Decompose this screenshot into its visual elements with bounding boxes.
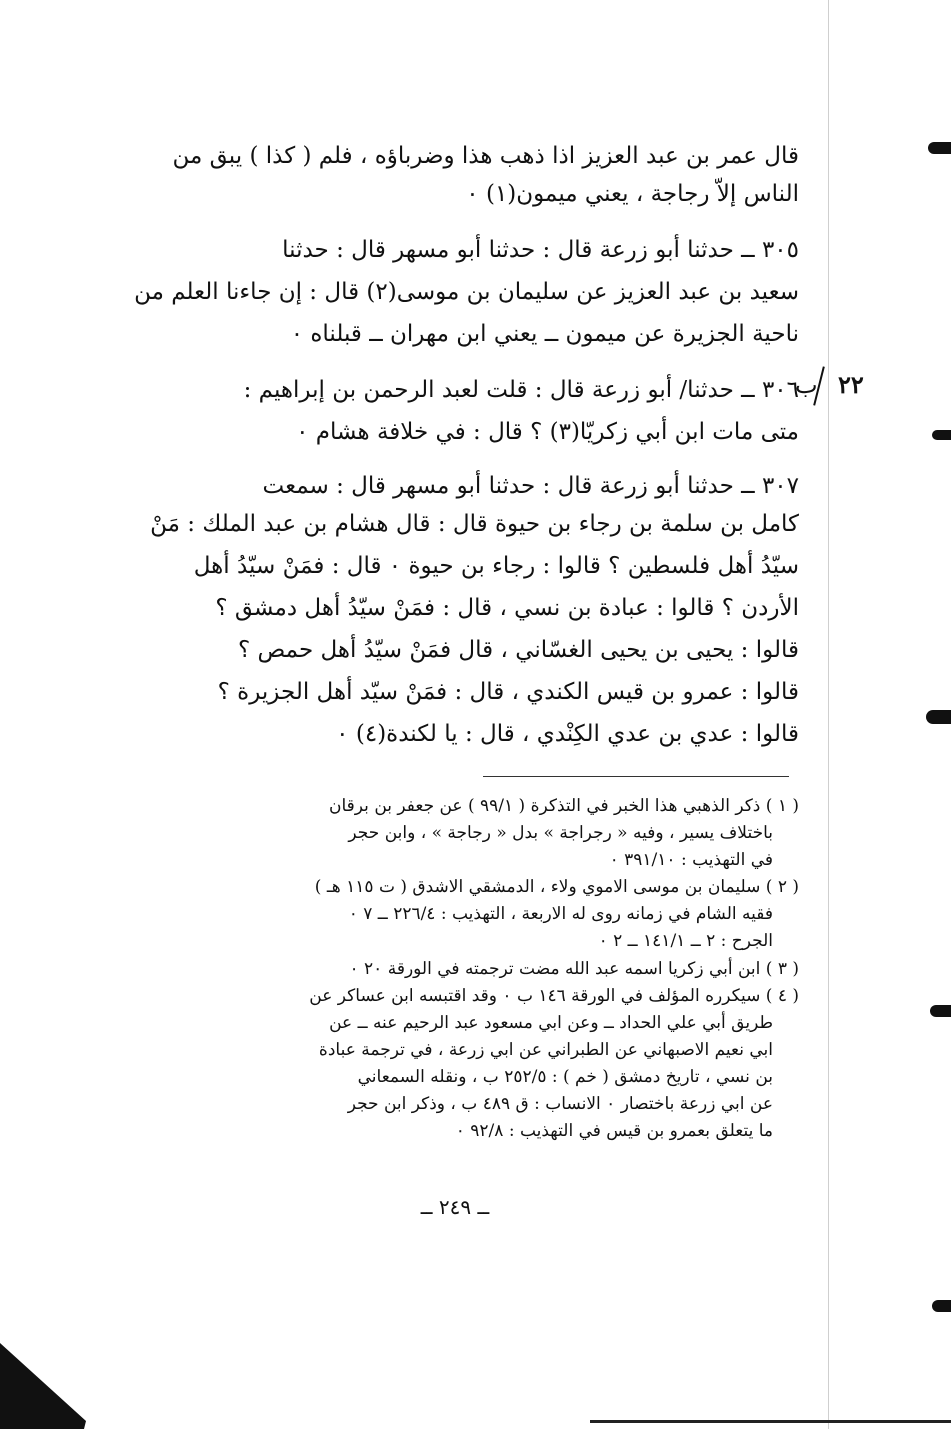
body-line: قالوا : عمرو بن قيس الكندي ، قال : فمَنْ سيّد أهل الجزيرة ؟ (217, 679, 799, 705)
footnote-separator (483, 776, 789, 777)
body-line: متى مات ابن أبي زكريّا(٣) ؟ قال : في خلافة هشام ٠ (296, 419, 799, 445)
margin-folio-number: ٢٢ (838, 370, 864, 399)
scan-edge-mark (928, 142, 951, 154)
body-line: قالوا : عدي بن عدي الكِنْدي ، قال : يا لكندة(٤) ٠ (336, 721, 799, 747)
scan-edge-mark (930, 1005, 951, 1017)
body-line: قال عمر بن عبد العزيز اذا ذهب هذا وضرباؤه ، فلم ( كذا ) يبق من (172, 143, 799, 169)
body-line: كامل بن سلمة بن رجاء بن حيوة قال : قال هشام بن عبد الملك : مَنْ (150, 511, 799, 537)
footnote-line: في التهذيب : ٣٩١/١٠ ٠ (609, 850, 773, 870)
footnote-line: ( ١ ) ذكر الذهبي هذا الخبر في التذكرة ( ٩٩/١ ) عن جعفر بن برقان (329, 796, 799, 816)
scan-edge-mark (932, 1300, 951, 1312)
body-line: الناس إلاّ رجاجة ، يعني ميمون(١) ٠ (466, 181, 799, 207)
footnote-line: ما يتعلق بعمرو بن قيس في التهذيب : ٩٢/٨ ٠ (455, 1121, 773, 1141)
footnote-line: طريق أبي علي الحداد ــ وعن ابي مسعود عبد الرحيم عنه ــ عن (329, 1013, 773, 1033)
margin-folio-side: ب (795, 371, 818, 399)
scan-bottom-edge (590, 1420, 951, 1423)
footnote-line: فقيه الشام في زمانه روى له الاربعة ، التهذيب : ٢٢٦/٤ ــ ٧ ٠ (348, 904, 773, 924)
footnote-line: عن ابي زرعة باختصار ٠ الانساب : ق ٤٨٩ ب ، وذكر ابن حجر (347, 1094, 773, 1114)
footnote-line: ابي نعيم الاصبهاني عن الطبراني عن ابي زرعة ، في ترجمة عبادة (318, 1040, 773, 1060)
scan-edge-mark (926, 710, 951, 724)
body-line: قالوا : يحيى بن يحيى الغسّاني ، قال فمَنْ سيّدُ أهل حمص ؟ (237, 637, 799, 663)
page-number: ــ ٢٤٩ ــ (420, 1195, 490, 1219)
body-line: ٣٠٦ ــ حدثنا/ أبو زرعة قال : قلت لعبد الرحمن بن إبراهيم : (243, 377, 799, 403)
body-line: ناحية الجزيرة عن ميمون ــ يعني ابن مهران ــ قبلناه ٠ (290, 321, 799, 347)
binding-edge-line (828, 0, 829, 1429)
body-line: الأردن ؟ قالوا : عبادة بن نسي ، قال : فمَنْ سيّدُ أهل دمشق ؟ (215, 595, 799, 621)
body-line: ٣٠٥ ــ حدثنا أبو زرعة قال : حدثنا أبو مسهر قال : حدثنا (282, 237, 799, 263)
scan-edge-mark (932, 430, 951, 440)
footnote-line: باختلاف يسير ، وفيه « رجراجة » بدل « رجاجة » ، وابن حجر (348, 823, 773, 843)
footnote-line: بن نسي ، تاريخ دمشق ( خم ) : ٢٥٢/٥ ب ، ونقله السمعاني (357, 1067, 773, 1087)
scan-corner-shadow (0, 1335, 90, 1429)
body-line: سعيد بن عبد العزيز عن سليمان بن موسى(٢) قال : إن جاءنا العلم من (134, 279, 799, 305)
footnote-line: ( ٤ ) سيكرره المؤلف في الورقة ١٤٦ ب ٠ وقد اقتبسه ابن عساكر عن (309, 986, 799, 1006)
footnote-line: ( ٢ ) سليمان بن موسى الاموي ولاء ، الدمشقي الاشدق ( ت ١١٥ هـ ) (314, 877, 799, 897)
footnote-line: الجرح : ٢ ــ ١٤١/١ ــ ٢ ٠ (598, 931, 773, 951)
footnote-line: ( ٣ ) ابن أبي زكريا اسمه عبد الله مضت ترجمته في الورقة ٢٠ ٠ (349, 959, 799, 979)
body-line: ٣٠٧ ــ حدثنا أبو زرعة قال : حدثنا أبو مسهر قال : سمعت (262, 473, 799, 499)
body-line: سيّدُ أهل فلسطين ؟ قالوا : رجاء بن حيوة ٠ قال : فمَنْ سيّدُ أهل (193, 553, 799, 579)
